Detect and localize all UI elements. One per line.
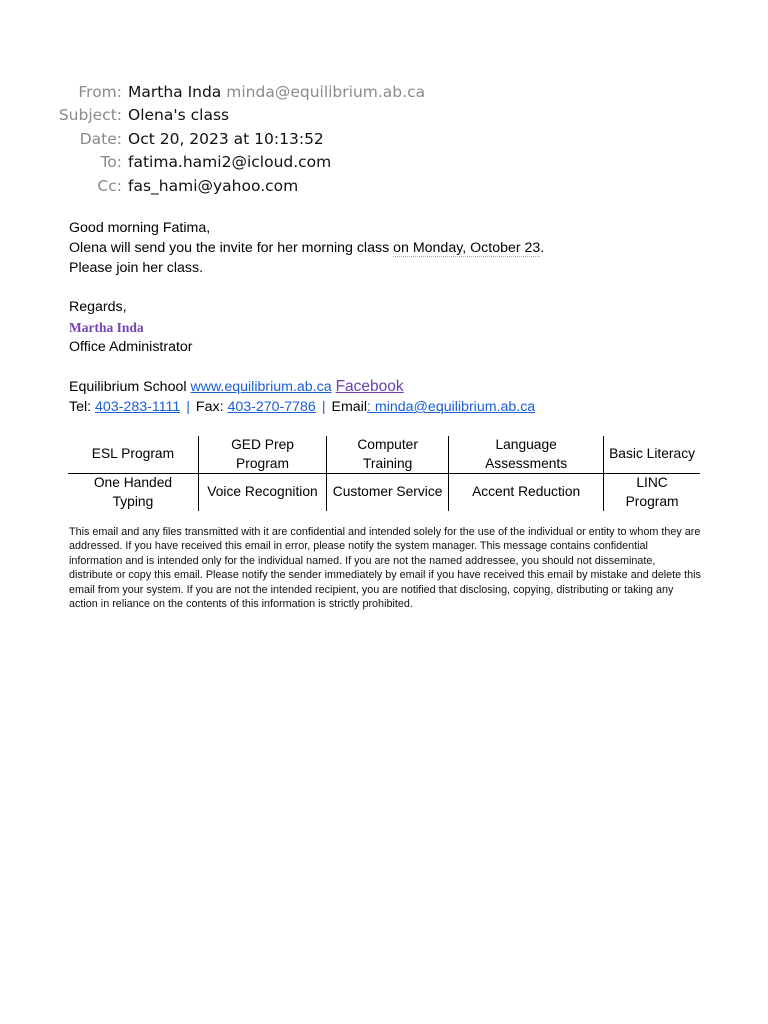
program-cell: Computer Training [327, 436, 449, 474]
to-label: To: [100, 153, 122, 172]
program-cell: GED Prep Program [198, 436, 326, 474]
fax-label: Fax: [195, 399, 228, 416]
cc-row [40, 174, 425, 198]
subject-value: Olena's class [128, 106, 230, 125]
separator: | [186, 399, 190, 416]
greeting: Good morning Fatima, [69, 220, 211, 236]
to-value[interactable]: fatima.hami2@icloud.com [128, 153, 332, 172]
email-label: Email [331, 399, 367, 416]
program-cell: One Handed Typing [68, 474, 198, 512]
program-cell: Customer Service [327, 474, 449, 512]
table-row [68, 474, 700, 512]
programs-table [68, 436, 700, 511]
to-row [40, 151, 425, 175]
from-name: Martha Inda [128, 82, 222, 101]
school-line [69, 377, 709, 398]
program-cell: Basic Literacy [604, 436, 700, 474]
tel-link[interactable]: 403-283-1111 [95, 399, 181, 416]
contact-line [69, 398, 709, 418]
program-cell: Accent Reduction [449, 474, 604, 512]
fax-link[interactable]: 403-270-7786 [227, 399, 316, 416]
signature-name: Martha Inda [69, 319, 144, 335]
program-cell: Language Assessments [449, 436, 604, 474]
date-label: Date: [79, 129, 122, 148]
from-value [128, 83, 425, 101]
program-cell: ESL Program [68, 436, 198, 474]
class-date: on Monday, October 23 [393, 239, 541, 256]
facebook-link[interactable]: Facebook [335, 378, 404, 396]
body-line-2: Please join her class. [69, 259, 204, 276]
body-line-1 [69, 239, 709, 259]
subject-row [40, 104, 425, 128]
tel-label: Tel: [69, 399, 96, 416]
from-label: From: [78, 82, 122, 101]
date-value: Oct 20, 2023 at 10:13:52 [128, 129, 324, 148]
cc-value[interactable]: fas_hami@yahoo.com [128, 176, 299, 195]
program-cell: Voice Recognition [198, 474, 326, 512]
body-line-1-start: Olena will send you the invite for her morning class [69, 239, 394, 256]
from-email[interactable]: minda@equilibrium.ab.ca [226, 82, 426, 101]
signature-title: Office Administrator [69, 338, 193, 355]
email-header [40, 80, 425, 198]
cc-label: Cc: [97, 176, 122, 195]
confidentiality-disclaimer: This email and any files transmitted with it are confidential and intended solely for the use of the individual or entity to whom they are addressed. If you have received this email in error, please notify the system manager. This message contains confidential information and is intended only for the individual named. If you are not the named addressee, you should not disseminate, distribute or copy this email. Please notify the sender immediately by email if you have received this email by mistake and delete this email from your system. If you are not the intended recipient, you are notified that disclosing, copying, distributing or taking any action in reliance on the contents of this information is strictly prohibited. [69, 526, 701, 611]
regards: Regards, [69, 299, 127, 316]
table-row [68, 436, 700, 474]
email-link[interactable]: : minda@equilibrium.ab.ca [367, 399, 536, 416]
email-body [69, 219, 709, 418]
body-line-1-end: . [540, 239, 545, 256]
date-row [40, 127, 425, 151]
from-row [40, 80, 425, 104]
program-cell: LINC Program [625, 475, 679, 509]
school-name: Equilibrium School [69, 379, 191, 396]
separator: | [321, 399, 326, 416]
subject-label: Subject: [58, 106, 122, 125]
website-link[interactable]: www.equilibrium.ab.ca [190, 379, 332, 396]
